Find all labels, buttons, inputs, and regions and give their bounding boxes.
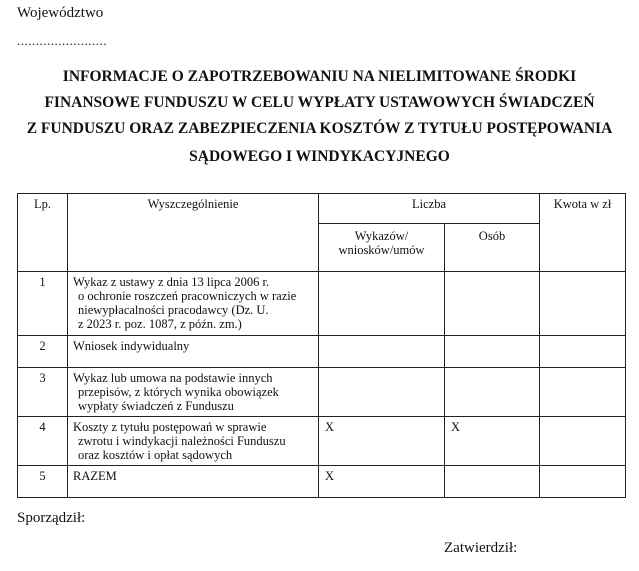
table-header-row (18, 194, 626, 224)
desc-line: o ochronie roszczeń pracowniczych w razie (78, 289, 297, 303)
desc-line: zwrotu i windykacji należności Funduszu (78, 434, 286, 448)
row-count-lists: X (319, 417, 445, 466)
desc-line: niewypłacalności pracodawcy (Dz. U. (78, 303, 269, 317)
title-line-1: INFORMACJE O ZAPOTRZEBOWANIU NA NIELIMITOWANE ŚRODKI (62, 68, 577, 85)
desc-line: wypłaty świadczeń z Funduszu (78, 399, 234, 413)
desc-line: Wykaz lub umowa na podstawie innych (73, 371, 273, 385)
desc-line: Wniosek indywidualny (73, 339, 190, 353)
header-description: Wyszczególnienie (68, 194, 319, 272)
desc-line: Koszty z tytułu postępowań w sprawie (73, 420, 267, 434)
row-amount (540, 336, 626, 368)
row-count-lists (319, 272, 445, 336)
row-description (68, 368, 319, 417)
desc-line: oraz kosztów i opłat sądowych (78, 448, 233, 462)
voivodeship-dots: ........................ (17, 33, 107, 48)
voivodeship-label: Województwo (17, 5, 104, 21)
table-row-total (18, 466, 626, 498)
desc-line: przepisów, z których wynika obowiązek (78, 385, 279, 399)
desc-line: Wykaz z ustawy z dnia 13 lipca 2006 r. (73, 275, 270, 289)
title-line-2: FINANSOWE FUNDUSZU W CELU WYPŁATY USTAWOWYCH ŚWIADCZEŃ (44, 94, 595, 111)
row-amount (540, 368, 626, 417)
row-amount (540, 272, 626, 336)
row-lp: 4 (18, 417, 68, 466)
row-count-lists (319, 368, 445, 417)
row-description (68, 336, 319, 368)
desc-line: RAZEM (73, 469, 117, 483)
row-description (68, 417, 319, 466)
row-lp: 5 (18, 466, 68, 498)
table-row (18, 417, 626, 466)
title-line-4: SĄDOWEGO I WINDYKACYJNEGO (189, 148, 450, 165)
row-description (68, 466, 319, 498)
table-row (18, 336, 626, 368)
row-count-persons: X (445, 417, 540, 466)
prepared-by-label: Sporządził: (17, 510, 86, 526)
row-count-lists: X (319, 466, 445, 498)
header-count: Liczba (319, 194, 540, 224)
row-count-lists (319, 336, 445, 368)
approved-by-label: Zatwierdził: (444, 540, 518, 556)
funds-table (17, 193, 626, 498)
header-lp: Lp. (18, 194, 68, 272)
header-amount: Kwota w zł (540, 194, 626, 272)
title-line-3: Z FUNDUSZU ORAZ ZABEZPIECZENIA KOSZTÓW Z TYTUŁU POSTĘPOWANIA (26, 120, 613, 137)
desc-line: z 2023 r. poz. 1087, z późn. zm.) (78, 317, 242, 331)
row-count-persons (445, 466, 540, 498)
table-row (18, 272, 626, 336)
row-count-persons (445, 368, 540, 417)
row-count-persons (445, 272, 540, 336)
row-lp: 1 (18, 272, 68, 336)
row-lp: 3 (18, 368, 68, 417)
header-count-persons: Osób (445, 224, 540, 272)
row-amount (540, 466, 626, 498)
table-row (18, 368, 626, 417)
header-count-lists: Wykazów/ wniosków/umów (319, 224, 445, 272)
row-description (68, 272, 319, 336)
row-count-persons (445, 336, 540, 368)
row-lp: 2 (18, 336, 68, 368)
row-amount (540, 417, 626, 466)
